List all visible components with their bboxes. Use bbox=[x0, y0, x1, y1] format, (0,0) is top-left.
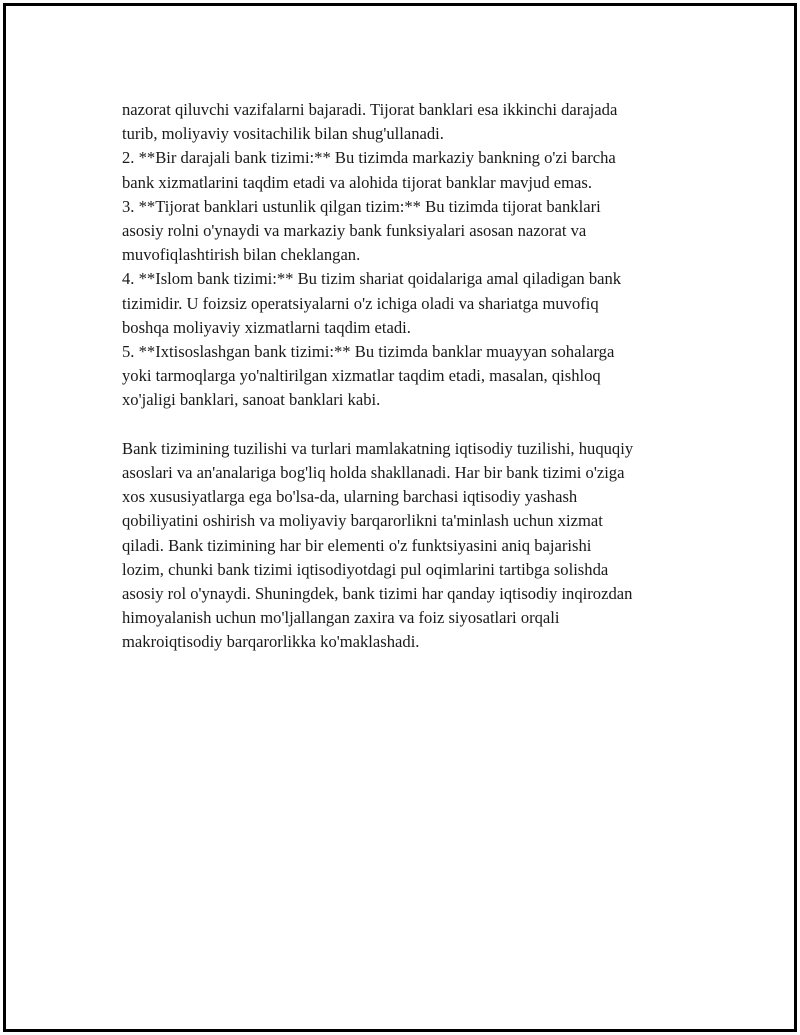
list-item-3: 3. **Tijorat banklari ustunlik qilgan tizim:** Bu tizimda tijorat banklari bbox=[122, 196, 601, 216]
list-item-4: 4. **Islom bank tizimi:** Bu tizim shariat qoidalariga amal qiladigan bank bbox=[122, 269, 622, 289]
paragraph-summary bbox=[122, 437, 694, 655]
text-line: bank xizmatlarini taqdim etadi va alohida tijorat banklar mavjud emas. bbox=[122, 172, 593, 192]
page-frame bbox=[3, 3, 797, 1032]
text-line: qiladi. Bank tizimining har bir elementi o'z funktsiyasini aniq bajarishi bbox=[122, 535, 592, 555]
text-line: Bank tizimining tuzilishi va turlari mamlakatning iqtisodiy tuzilishi, huquqiy bbox=[122, 438, 634, 458]
text-line: qobiliyatini oshirish va moliyaviy barqarorlikni ta'minlash uchun xizmat bbox=[122, 511, 603, 531]
text-line: asosiy rolni o'ynaydi va markaziy bank funksiyalari asosan nazorat va bbox=[122, 221, 587, 241]
text-line: boshqa moliyaviy xizmatlarni taqdim etadi. bbox=[122, 317, 411, 337]
text-line: turib, moliyaviy vositachilik bilan shug'ullanadi. bbox=[122, 124, 444, 144]
text-line: makroiqtisodiy barqarorlikka ko'maklashadi. bbox=[122, 632, 420, 652]
document-body bbox=[122, 98, 694, 655]
text-line: lozim, chunki bank tizimi iqtisodiyotdagi pul oqimlarini tartibga solishda bbox=[122, 559, 609, 579]
paragraph-spacer bbox=[122, 413, 694, 437]
text-line: muvofiqlashtirish bilan cheklangan. bbox=[122, 245, 361, 265]
paragraph-list-continuation bbox=[122, 98, 694, 413]
text-line: asoslari va an'analariga bog'liq holda shakllanadi. Har bir bank tizimi o'ziga bbox=[122, 463, 625, 483]
text-line: tizimidir. U foizsiz operatsiyalarni o'z ichiga oladi va shariatga muvofiq bbox=[122, 293, 599, 313]
list-item-2: 2. **Bir darajali bank tizimi:** Bu tizimda markaziy bankning o'zi barcha bbox=[122, 148, 616, 168]
text-line: nazorat qiluvchi vazifalarni bajaradi. Tijorat banklari esa ikkinchi darajada bbox=[122, 100, 618, 119]
list-item-5: 5. **Ixtisoslashgan bank tizimi:** Bu tizimda banklar muayyan sohalarga bbox=[122, 342, 615, 362]
text-line: himoyalanish uchun mo'ljallangan zaxira va foiz siyosatlari orqali bbox=[122, 608, 560, 628]
text-line: asosiy rol o'ynaydi. Shuningdek, bank tizimi har qanday iqtisodiy inqirozdan bbox=[122, 584, 633, 604]
text-line: xo'jaligi banklari, sanoat banklari kabi. bbox=[122, 390, 381, 410]
text-line: yoki tarmoqlarga yo'naltirilgan xizmatlar taqdim etadi, masalan, qishloq bbox=[122, 366, 601, 386]
text-line: xos xususiyatlarga ega bo'lsa-da, ularning barchasi iqtisodiy yashash bbox=[122, 487, 578, 507]
